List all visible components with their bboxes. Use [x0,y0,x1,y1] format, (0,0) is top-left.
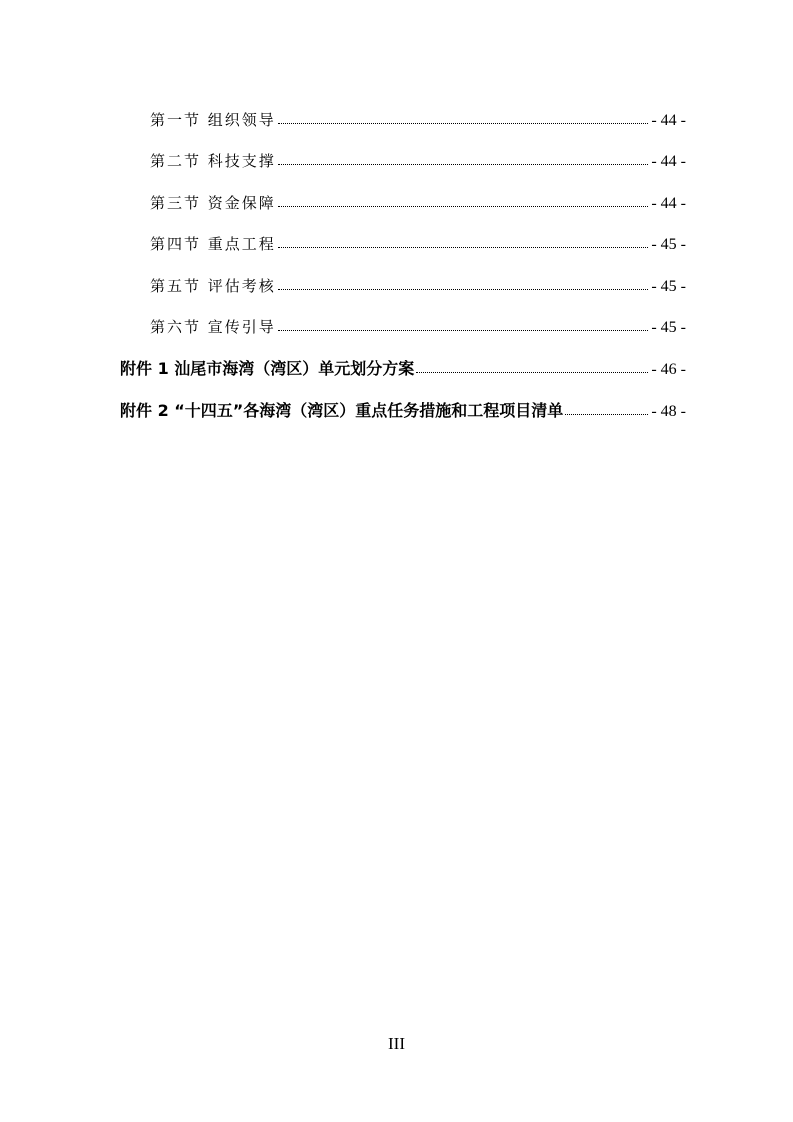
toc-entry-organization-leadership[interactable] [150,106,686,130]
page-number: III [388,1034,405,1053]
toc-entry-label: 附件 1 汕尾市海湾（湾区）单元划分方案 [120,359,415,378]
toc-entry-label: 第二节 科技支撑 [150,152,276,170]
toc-dot-leader [565,413,648,415]
toc-entry-page: - 44 - [651,195,686,212]
toc-entry-label: 第三节 资金保障 [150,194,276,212]
toc-entry-page: - 44 - [651,153,686,170]
toc-entry-page: - 45 - [651,319,686,336]
toc-entry-label: 第一节 组织领导 [150,111,276,129]
toc-entry-page: - 45 - [651,236,686,253]
toc-dot-leader [278,205,649,207]
toc-dot-leader [278,246,649,248]
toc-dot-leader [278,329,649,331]
toc-entry-evaluation-assessment[interactable] [150,272,686,296]
toc-entry-technology-support[interactable] [150,147,686,171]
toc-dot-leader [278,163,649,165]
toc-entry-page: - 48 - [651,403,686,420]
toc-entry-publicity-guidance[interactable] [150,313,686,337]
toc-entry-appendix-1[interactable] [120,355,686,379]
toc-entry-funding-guarantee[interactable] [150,189,686,213]
toc-entry-page: - 45 - [651,278,686,295]
toc-dot-leader [278,122,649,124]
toc-entry-label: 附件 2 “十四五”各海湾（湾区）重点任务措施和工程项目清单 [120,401,564,420]
toc-entry-label: 第四节 重点工程 [150,235,276,253]
toc-entry-key-projects[interactable] [150,230,686,254]
toc-dot-leader [416,371,648,373]
toc-entry-label: 第五节 评估考核 [150,277,276,295]
toc-dot-leader [278,288,649,290]
toc-entry-appendix-2[interactable] [120,397,686,421]
toc-entry-label: 第六节 宣传引导 [150,318,276,336]
toc-entry-page: - 46 - [651,361,686,378]
toc-entry-page: - 44 - [651,112,686,129]
